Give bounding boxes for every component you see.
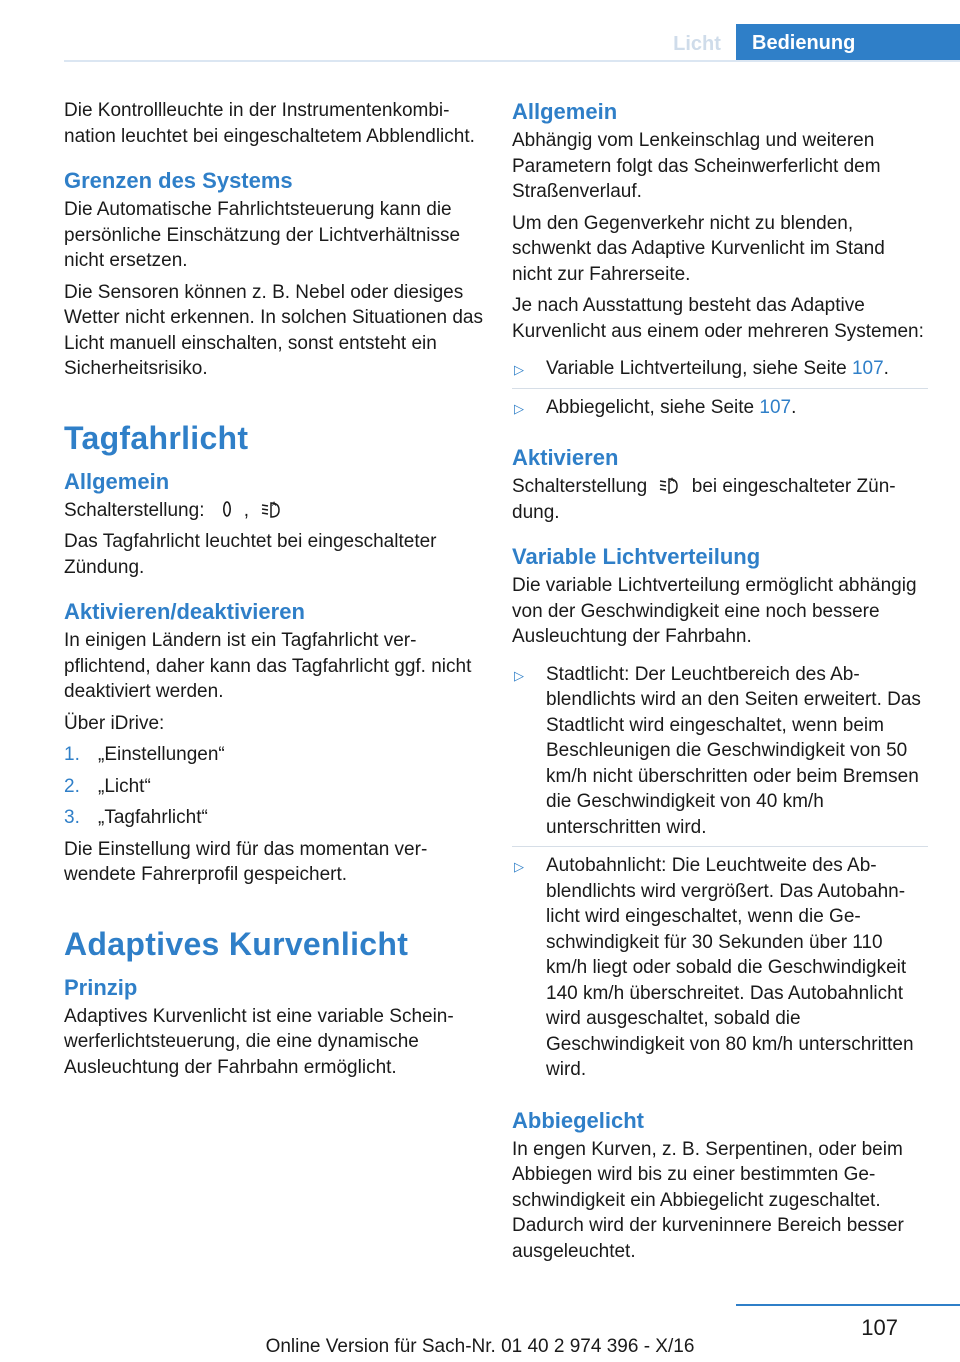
svg-text:A: A xyxy=(272,500,277,508)
auto-headlight-icon xyxy=(260,499,282,519)
list-item xyxy=(512,389,928,427)
list-item xyxy=(64,805,484,831)
system-text: Variable Lichtverteilung, siehe Seite xyxy=(546,358,852,379)
heading-allgemein-right: Allgemein xyxy=(512,99,618,124)
heading-adaptives-kurvenlicht: Adaptives Kurvenlicht xyxy=(64,925,409,962)
right-column xyxy=(512,98,928,1270)
mode-text: Stadtlicht: Der Leuchtbereich des Abblendlichts wird an den Seiten erweitert. Das Stadtlicht wird eingeschaltet, wenn beim Beschleunigen die Geschwindigkeit von 50 km/h nicht überschritten oder beim Bremsen die Geschwindigkeit von 40 km/h unterschritten wird. xyxy=(546,663,921,838)
laender-paragraph: In einigen Ländern ist ein Tagfahrlicht verpflichtend, daher kann das Tagfahrlicht ggf. nicht deaktiviert werden. xyxy=(64,630,472,702)
step-number: 3. xyxy=(64,807,80,828)
schalterstellung-separator: , xyxy=(243,499,250,521)
list-item xyxy=(512,656,928,848)
allgemein-paragraph-1: Abhängig vom Lenkeinschlag und weiteren Parametern folgt das Scheinwerferlicht dem Straßenverlauf. xyxy=(512,130,881,202)
system-end: . xyxy=(883,358,889,379)
mode-text: Autobahnlicht: Die Leuchtweite des Abblendlichts wird vergrößert. Das Autobahnlicht wird eingeschaltet, wenn die Geschwindigkeit für 30 Sekunden über 110 km/h liegt oder sobald die Geschwindigkeit 140 km/h überschreitet. Das Autobahnlicht wird ausgeschaltet, sobald die Geschwindigkeit von 80 km/h unterschritten wird. xyxy=(546,855,914,1080)
heading-allgemein-left: Allgemein xyxy=(64,468,170,494)
variable-paragraph: Die variable Lichtverteilung ermöglicht abhängig von der Geschwindigkeit eine noch bessere Ausleuchtung der Fahrbahn. xyxy=(512,575,917,647)
header-rule xyxy=(64,60,960,62)
triangle-bullet-icon: ▷ xyxy=(514,362,524,377)
modes-list xyxy=(512,656,928,1089)
header-tab-licht: Licht xyxy=(673,32,721,55)
list-item xyxy=(64,742,484,768)
allgemein-paragraph-3: Je nach Ausstattung besteht das Adaptive Kurvenlicht aus einem oder mehreren Systemen: xyxy=(512,295,924,342)
step-number: 1. xyxy=(64,744,80,765)
aktivieren-prefix: Schalterstellung xyxy=(512,476,648,497)
heading-grenzen: Grenzen des Systems xyxy=(64,168,293,193)
intro-paragraph: Die Kontrollleuchte in der Instrumentenkombination leuchtet bei eingeschaltetem Abblendlicht. xyxy=(64,100,475,147)
heading-prinzip: Prinzip xyxy=(64,974,138,1000)
heading-abbiegelicht: Abbiegelicht xyxy=(512,1107,645,1133)
page-link-variable-lichtverteilung[interactable]: 107 xyxy=(851,358,884,379)
page-number: 107 xyxy=(861,1315,898,1340)
tagfahrlicht-paragraph: Das Tagfahrlicht leuchtet bei eingeschalteter Zündung. xyxy=(64,531,437,578)
schalterstellung-paragraph xyxy=(64,498,484,524)
abbiegelicht-paragraph: In engen Kurven, z. B. Serpentinen, oder beim Abbiegen wird bis zu einer bestimmten Geschwindigkeit ein Abbiegelicht zugeschaltet. Dadurch wird der kurveninnere Bereich besser ausgeleuchtet. xyxy=(512,1138,904,1262)
step-number: 2. xyxy=(64,775,80,797)
grenzen-paragraph-1: Die Automatische Fahrlichtsteuerung kann die persönliche Einschätzung der Lichtverhältnisse nicht ersetzen. xyxy=(64,199,461,271)
prinzip-paragraph: Adaptives Kurvenlicht ist eine variable Scheinwerferlichtsteuerung, die eine dynamische Ausleuchtung der Fahrbahn ermöglicht. xyxy=(64,1005,454,1078)
aktivieren-suffix: bei eingeschalteter Zündung. xyxy=(512,476,896,523)
triangle-bullet-icon: ▷ xyxy=(514,400,524,416)
list-item xyxy=(512,350,928,389)
footer-version-text: Online Version für Sach-Nr. 01 40 2 974 396 - X/16 xyxy=(265,1336,695,1357)
system-end: . xyxy=(791,396,797,418)
idrive-steps xyxy=(64,742,484,831)
heading-aktivieren-deaktivieren: Aktivieren/deaktivieren xyxy=(64,599,305,624)
step-text: „Einstellungen“ xyxy=(98,744,225,765)
auto-headlight-icon xyxy=(658,475,680,495)
header-tab-bedienung: Bedienung xyxy=(736,24,960,62)
system-text: Abbiegelicht, siehe Seite xyxy=(546,396,760,418)
left-column xyxy=(64,98,484,1086)
triangle-bullet-icon: ▷ xyxy=(514,667,524,683)
heading-aktivieren: Aktivieren xyxy=(512,445,619,470)
grenzen-paragraph-2: Die Sensoren können z. B. Nebel oder diesiges Wetter nicht erkennen. In solchen Situationen das Licht manuell einschalten, sonst entsteht ein Sicherheitsrisiko. xyxy=(64,281,483,379)
list-item xyxy=(64,774,484,800)
switch-position-0-icon xyxy=(216,499,238,519)
footer-rule xyxy=(736,1304,960,1306)
idrive-paragraph: Über iDrive: xyxy=(64,712,165,734)
triangle-bullet-icon: ▷ xyxy=(514,859,524,874)
step-text: „Licht“ xyxy=(98,775,151,797)
heading-tagfahrlicht: Tagfahrlicht xyxy=(64,419,249,456)
aktivieren-paragraph xyxy=(512,474,928,525)
systems-list xyxy=(512,350,928,426)
heading-variable-lichtverteilung: Variable Lichtverteilung xyxy=(512,544,761,569)
step-text: „Tagfahrlicht“ xyxy=(98,807,208,828)
schalterstellung-label: Schalterstellung: xyxy=(64,499,205,521)
page-link-abbiegelicht[interactable]: 107 xyxy=(759,396,792,418)
list-item xyxy=(512,847,928,1089)
profil-paragraph: Die Einstellung wird für das momentan verwendete Fahrerprofil gespeichert. xyxy=(64,838,428,885)
svg-text:A: A xyxy=(670,477,675,484)
allgemein-paragraph-2: Um den Gegenverkehr nicht zu blenden, schwenkt das Adaptive Kurvenlicht im Stand nicht zur Fahrerseite. xyxy=(512,212,885,285)
